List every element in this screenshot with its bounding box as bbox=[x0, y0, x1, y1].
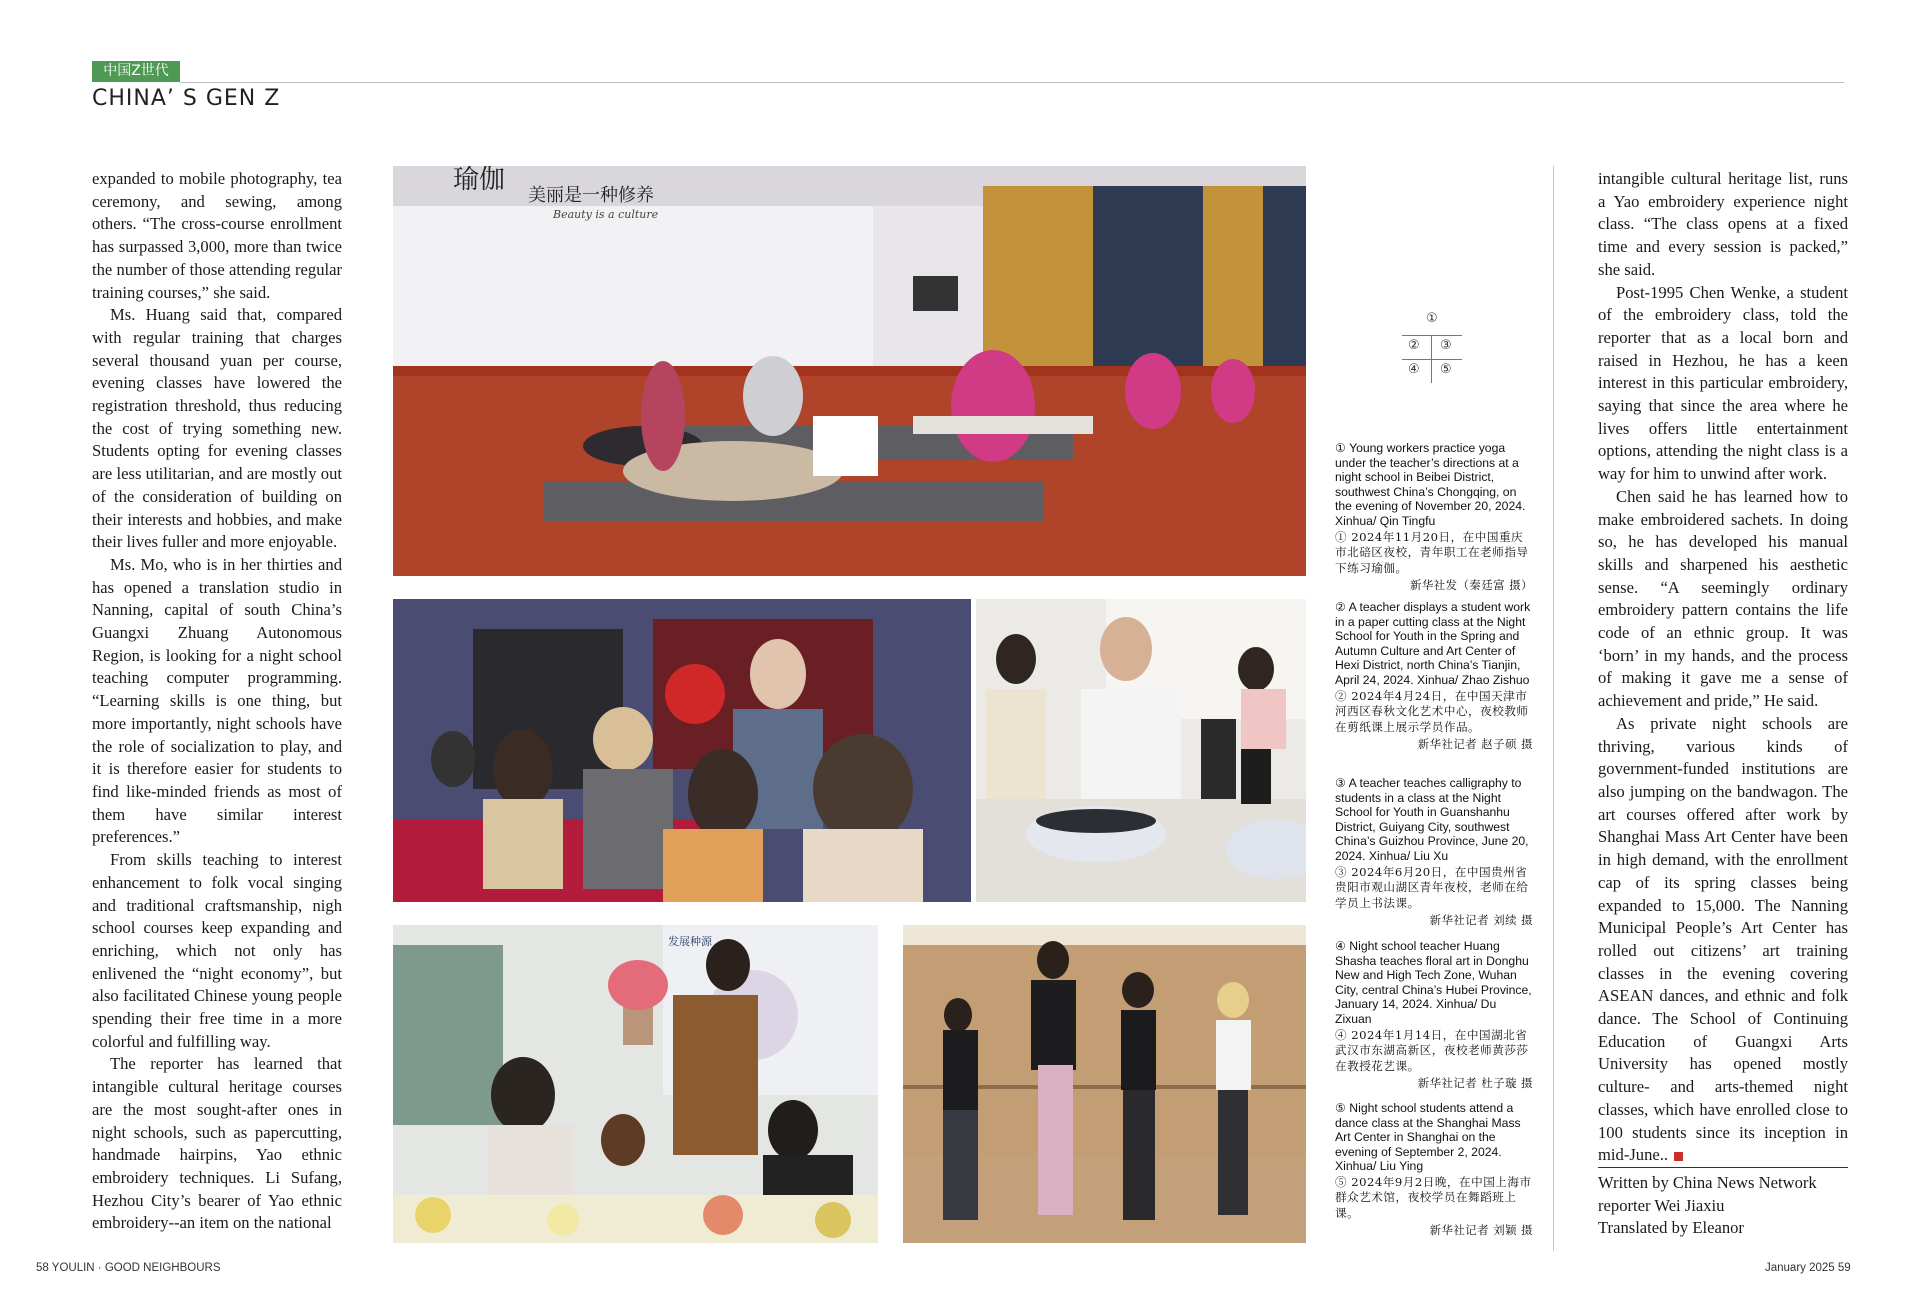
paragraph: intangible cultural heritage list, runs a Yao embroidery experience night class. “The class opens at a fixed time and every session is packed,” she said. bbox=[1598, 169, 1848, 279]
caption-5-credit: 新华社记者 刘颖 摄 bbox=[1429, 1223, 1533, 1238]
end-mark-icon bbox=[1674, 1152, 1683, 1161]
caption-1 bbox=[1335, 441, 1533, 593]
photo-key-2: ② bbox=[1408, 338, 1420, 353]
paragraph: From skills teaching to interest enhancement to folk vocal singing and traditional craftsmanship, nigh school courses keep expanding and enriching, which not only has enlivened the “night economy”, but also facilitated Chinese young people spending their free time in a more colorful and fulfilling way. bbox=[92, 850, 342, 1051]
photo-yoga-class bbox=[393, 166, 1306, 576]
caption-5 bbox=[1335, 1101, 1533, 1238]
caption-1-credit: 新华社发（秦廷富 摄） bbox=[1409, 578, 1533, 593]
photo4-sign-text: 发展种源 bbox=[668, 935, 712, 948]
right-text-column bbox=[1598, 168, 1848, 1167]
credits-rule bbox=[1598, 1167, 1848, 1168]
photo-key-grid bbox=[1402, 311, 1462, 383]
photo1-slogan-en: Beauty is a culture bbox=[553, 208, 659, 221]
section-tag: 中国Z世代 bbox=[92, 61, 180, 82]
photo-key-4: ④ bbox=[1408, 362, 1420, 377]
caption-4-cn: ④ 2024年1月14日，在中国湖北省武汉市东湖高新区，夜校老师黄莎莎在教授花艺课。 bbox=[1335, 1027, 1529, 1073]
paragraph: expanded to mobile photography, tea ceremony, and sewing, among others. “The cross-course enrollment has surpassed 3,000, more than twice the number of those attending regular training courses,” she said. bbox=[92, 169, 342, 302]
paragraph: Ms. Mo, who is in her thirties and has opened a translation studio in Nanning, capital of south China’s Guangxi Zhuang Autonomous Region, is looking for a night school teaching computer programming. “Learning skills is one thing, but more importantly, night schools have the role of socialization to play, and it is therefore easier for students to find like-minded friends as most of them have similar interest preferences.” bbox=[92, 554, 342, 847]
photo-calligraphy-class bbox=[976, 599, 1306, 902]
caption-4-credit: 新华社记者 杜子璇 摄 bbox=[1417, 1076, 1533, 1091]
photo-dance-class bbox=[903, 925, 1306, 1243]
credit-reporter: reporter Wei Jiaxiu bbox=[1598, 1195, 1725, 1215]
photo1-brand-text: 瑜伽 bbox=[453, 166, 506, 195]
issue-date: January 2025 bbox=[1765, 1262, 1835, 1274]
article-credits bbox=[1598, 1172, 1858, 1240]
paragraph: Chen said he has learned how to make embroidered sachets. In doing so, he has developed his manual skills and sharpened his aesthetic sense. “A seemingly ordinary embroidery pattern contains the life code of an ethnic group. It was ‘born’ in my hands, and the process of making it gave me a sense of achievement and pride,” He said. bbox=[1598, 486, 1848, 711]
caption-2 bbox=[1335, 600, 1533, 752]
paragraph: The reporter has learned that intangible cultural heritage courses are the most sought-after ones in night schools, such as papercutting, handmade hairpins, Yao ethnic embroidery techniques. Li Sufang, Hezhou City’s bearer of Yao ethnic embroidery--an item on the national bbox=[92, 1054, 342, 1233]
caption-3-cn: ③ 2024年6月20日，在中国贵州省贵阳市观山湖区青年夜校，老师在给学员上书法课。 bbox=[1335, 864, 1529, 910]
caption-3-credit: 新华社记者 刘续 摄 bbox=[1429, 913, 1533, 928]
key-divider bbox=[1402, 335, 1462, 336]
caption-4-en: ④ Night school teacher Huang Shasha teaches floral art in Donghu New and High Tech Zone, Wuhan City, central China’s Hubei Province, January 14, 2024. Xinhua/ Du Zixuan bbox=[1335, 939, 1532, 1026]
left-page-number: 58 bbox=[36, 1262, 49, 1274]
paragraph: Post-1995 Chen Wenke, a student of the embroidery class, told the reporter that as a local born and raised in Hezhou, he has a keen interest in this particular embroidery, saying that since the area where he lives offers little entertainment options, attending the night class is a way for him to unwind after work. bbox=[1598, 282, 1848, 484]
footer-left bbox=[36, 1262, 220, 1274]
magazine-title: YOULIN · GOOD NEIGHBOURS bbox=[51, 1262, 221, 1274]
key-divider bbox=[1402, 359, 1462, 360]
credit-writer: Written by China News Network bbox=[1598, 1173, 1817, 1192]
column-divider bbox=[1553, 166, 1554, 1251]
photo-key-5: ⑤ bbox=[1440, 362, 1452, 377]
caption-2-en: ② A teacher displays a student work in a paper cutting class at the Night School for Youth in the Spring and Autumn Culture and Art Center of Hexi District, north China’s Tianjin, April 24, 2024. Xinhua/ Zhao Zishuo bbox=[1335, 600, 1531, 687]
paragraph bbox=[1598, 713, 1848, 1167]
photo-paper-cutting-class bbox=[393, 599, 971, 902]
right-page-number: 59 bbox=[1837, 1262, 1851, 1274]
left-text-column bbox=[92, 168, 342, 1235]
header-rule bbox=[180, 82, 1844, 83]
caption-5-cn: ⑤ 2024年9月2日晚，在中国上海市群众艺术馆，夜校学员在舞蹈班上课。 bbox=[1335, 1174, 1532, 1220]
photo-key-1: ① bbox=[1426, 311, 1438, 326]
caption-3-en: ③ A teacher teaches calligraphy to students in a class at the Night School for Youth in Guanshanhu District, Guiyang City, southwest China’s Guizhou Province, June 20, 2024. Xinhua/ Liu Xu bbox=[1335, 776, 1529, 863]
section-title: CHINA’ S GEN Z bbox=[92, 86, 281, 111]
caption-2-credit: 新华社记者 赵子硕 摄 bbox=[1417, 737, 1533, 752]
photo1-slogan-cn: 美丽是一种修养 bbox=[528, 185, 654, 206]
caption-4 bbox=[1335, 939, 1533, 1091]
caption-5-en: ⑤ Night school students attend a dance class at the Shanghai Mass Art Center in Shanghai on the evening of September 2, 2024. Xinhua/ Liu Ying bbox=[1335, 1101, 1521, 1174]
caption-1-en: ① Young workers practice yoga under the teacher’s directions at a night school in Beibei District, southwest China’s Chongqing, on the evening of November 20, 2024. Xinhua/ Qin Tingfu bbox=[1335, 441, 1526, 528]
photo-floral-art-class bbox=[393, 925, 878, 1243]
photo-key-3: ③ bbox=[1440, 338, 1452, 353]
caption-3 bbox=[1335, 776, 1533, 928]
caption-2-cn: ② 2024年4月24日，在中国天津市河西区春秋文化艺术中心，夜校教师在剪纸课上展示学员作品。 bbox=[1335, 688, 1529, 734]
caption-1-cn: ① 2024年11月20日，在中国重庆市北碚区夜校，青年职工在老师指导下练习瑜伽。 bbox=[1335, 529, 1529, 575]
paragraph: Ms. Huang said that, compared with regular training that charges several thousand yuan per course, evening classes have lowered the registration threshold, thus reducing the cost of trying something new. Students opting for evening classes are less utilitarian, and are mostly out of the consideration of building on their interests and hobbies, and make their lives fuller and more enjoyable. bbox=[92, 305, 342, 552]
credit-translator: Translated by Eleanor bbox=[1598, 1218, 1744, 1237]
final-paragraph-text: As private night schools are thriving, various kinds of government-funded institutions are also jumping on the bandwagon. The art courses offered after work by Shanghai Mass Art Center have been in high demand, with the enrollment cap of its spring classes being expanded to 15,000. The Nanning Municipal People’s Art Center has rolled out citizens’ art training classes in the evening covering ASEAN dances, and ethnic and folk dance. The School of Continuing Education of Guangxi Arts University has opened mostly culture- and arts-themed night classes, which have enrolled close to 100 students since its inception in mid-June.. bbox=[1598, 713, 1848, 1165]
footer-right bbox=[1765, 1262, 1851, 1274]
